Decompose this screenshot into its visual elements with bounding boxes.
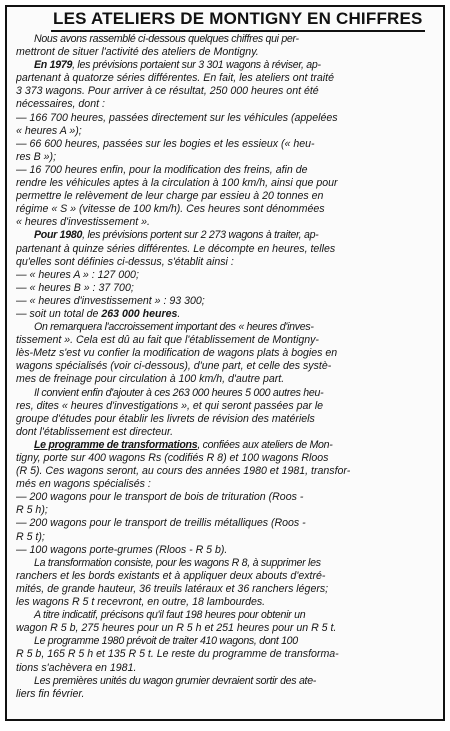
text-line: R 5 h); bbox=[16, 504, 48, 517]
text-line: — 166 700 heures, passées directement sur les véhicules (appelées bbox=[16, 111, 338, 124]
text-line: Pour 1980, les prévisions portent sur 2 273 wagons à traiter, ap- bbox=[34, 229, 319, 242]
text-line: res B »); bbox=[16, 150, 57, 163]
text-line: — 16 700 heures enfin, pour la modification des freins, afin de bbox=[16, 163, 308, 176]
text-line: més en wagons spécialisés : bbox=[16, 478, 151, 491]
text-line: — « heures A » : 127 000; bbox=[16, 268, 139, 281]
text-line: En 1979, les prévisions portaient sur 3 301 wagons à réviser, ap- bbox=[34, 59, 321, 72]
text-line: régime « S » (vitesse de 100 km/h). Ces heures sont dénommées bbox=[16, 203, 325, 216]
text-line: partenant à quatorze séries différentes. En fait, les ateliers ont traité bbox=[16, 72, 334, 85]
text-line: — soit un total de 263 000 heures. bbox=[16, 307, 181, 320]
text-line: ranchers et les bords existants et à appliquer deux abouts d'extré- bbox=[16, 569, 326, 582]
text-line: tions s'achèvera en 1981. bbox=[16, 661, 137, 674]
text-line: permettre le relèvement de leur charge par essieu à 20 tonnes en bbox=[16, 190, 324, 203]
text-line: — 200 wagons pour le transport de treillis métalliques (Roos - bbox=[16, 517, 306, 530]
text-line: nécessaires, dont : bbox=[16, 98, 105, 111]
text-line: groupe d'études pour établir les livrets de révision des matériels bbox=[16, 412, 315, 425]
text-line: lès-Metz s'est vu confier la modification de wagons plats à bogies en bbox=[16, 347, 338, 360]
text-line: rendre les véhicules aptes à la circulation à 100 km/h, ainsi que pour bbox=[16, 177, 338, 190]
text-line: — 100 wagons porte-grumes (Rloos - R 5 b). bbox=[16, 543, 228, 556]
text-line: tigny, porte sur 400 wagons Rs (codifiés R 8) et 100 wagons Rloos bbox=[16, 452, 329, 464]
text-line: qu'elles sont définies ci-dessus, s'établit ainsi : bbox=[16, 255, 234, 268]
text-line: wagons spécialisés (voir ci-dessous), d'une part, et celle des systè- bbox=[16, 360, 332, 373]
article-title: LES ATELIERS DE MONTIGNY EN CHIFFRES bbox=[51, 9, 425, 32]
text-line: — 200 wagons pour le transport de bois de trituration (Roos - bbox=[16, 491, 304, 504]
text-line: mités, de grande hauteur, 36 treuils latéraux et 36 ranchers légers; bbox=[16, 582, 329, 595]
text-line: Le programme 1980 prévoit de traiter 410 wagons, dont 100 bbox=[34, 635, 298, 648]
text-line: tissement ». Cela est dû au fait que l'établissement de Montigny- bbox=[16, 334, 319, 347]
article-body bbox=[16, 33, 434, 701]
text-line: res, dites « heures d'investigations », et qui seront passées par le bbox=[16, 399, 324, 412]
text-line: La transformation consiste, pour les wagons R 8, à supprimer les bbox=[34, 556, 321, 569]
text-line: « heures d'investissement ». bbox=[16, 216, 150, 229]
text-line: mettront de situer l'activité des ateliers de Montigny. bbox=[16, 46, 259, 59]
text-line: (R 5). Ces wagons seront, au cours des années 1980 et 1981, transfor- bbox=[16, 465, 351, 478]
text-line: Les premières unités du wagon grumier devraient sortir des ate- bbox=[34, 674, 317, 687]
text-line: A titre indicatif, précisons qu'il faut 198 heures pour obtenir un bbox=[34, 609, 306, 622]
text-line: dont l'établissement est directeur. bbox=[16, 425, 174, 438]
text-line: Nous avons rassemblé ci-dessous quelques chiffres qui per- bbox=[34, 33, 299, 45]
text-line: « heures A »); bbox=[16, 124, 82, 137]
text-line: — « heures B » : 37 700; bbox=[16, 281, 134, 294]
text-line: partenant à quinze séries différentes. Le décompte en heures, telles bbox=[16, 242, 336, 255]
text-line: les wagons R 5 t recevront, en outre, 18 lambourdes. bbox=[16, 596, 266, 609]
text-line: liers fin février. bbox=[16, 687, 85, 700]
text-line: R 5 t); bbox=[16, 530, 45, 543]
text-line: — 66 600 heures, passées sur les bogies et les essieux (« heu- bbox=[16, 137, 315, 150]
text-line: Le programme de transformations, confiées aux ateliers de Mon- bbox=[34, 438, 333, 451]
text-line: 3 373 wagons. Pour arriver à ce résultat, 250 000 heures ont été bbox=[16, 85, 319, 98]
text-line: R 5 b, 165 R 5 h et 135 R 5 t. Le reste du programme de transforma- bbox=[16, 648, 339, 661]
text-line: wagon R 5 b, 275 heures pour un R 5 h et 251 heures pour un R 5 t. bbox=[16, 622, 337, 635]
text-line: mes de freinage pour circulation à 100 km/h, d'autre part. bbox=[16, 373, 285, 386]
text-line: On remarquera l'accroissement important des « heures d'inves- bbox=[34, 321, 314, 334]
text-line: Il convient enfin d'ajouter à ces 263 000 heures 5 000 autres heu- bbox=[34, 386, 324, 399]
text-line: — « heures d'investissement » : 93 300; bbox=[16, 294, 205, 307]
article bbox=[5, 5, 445, 721]
